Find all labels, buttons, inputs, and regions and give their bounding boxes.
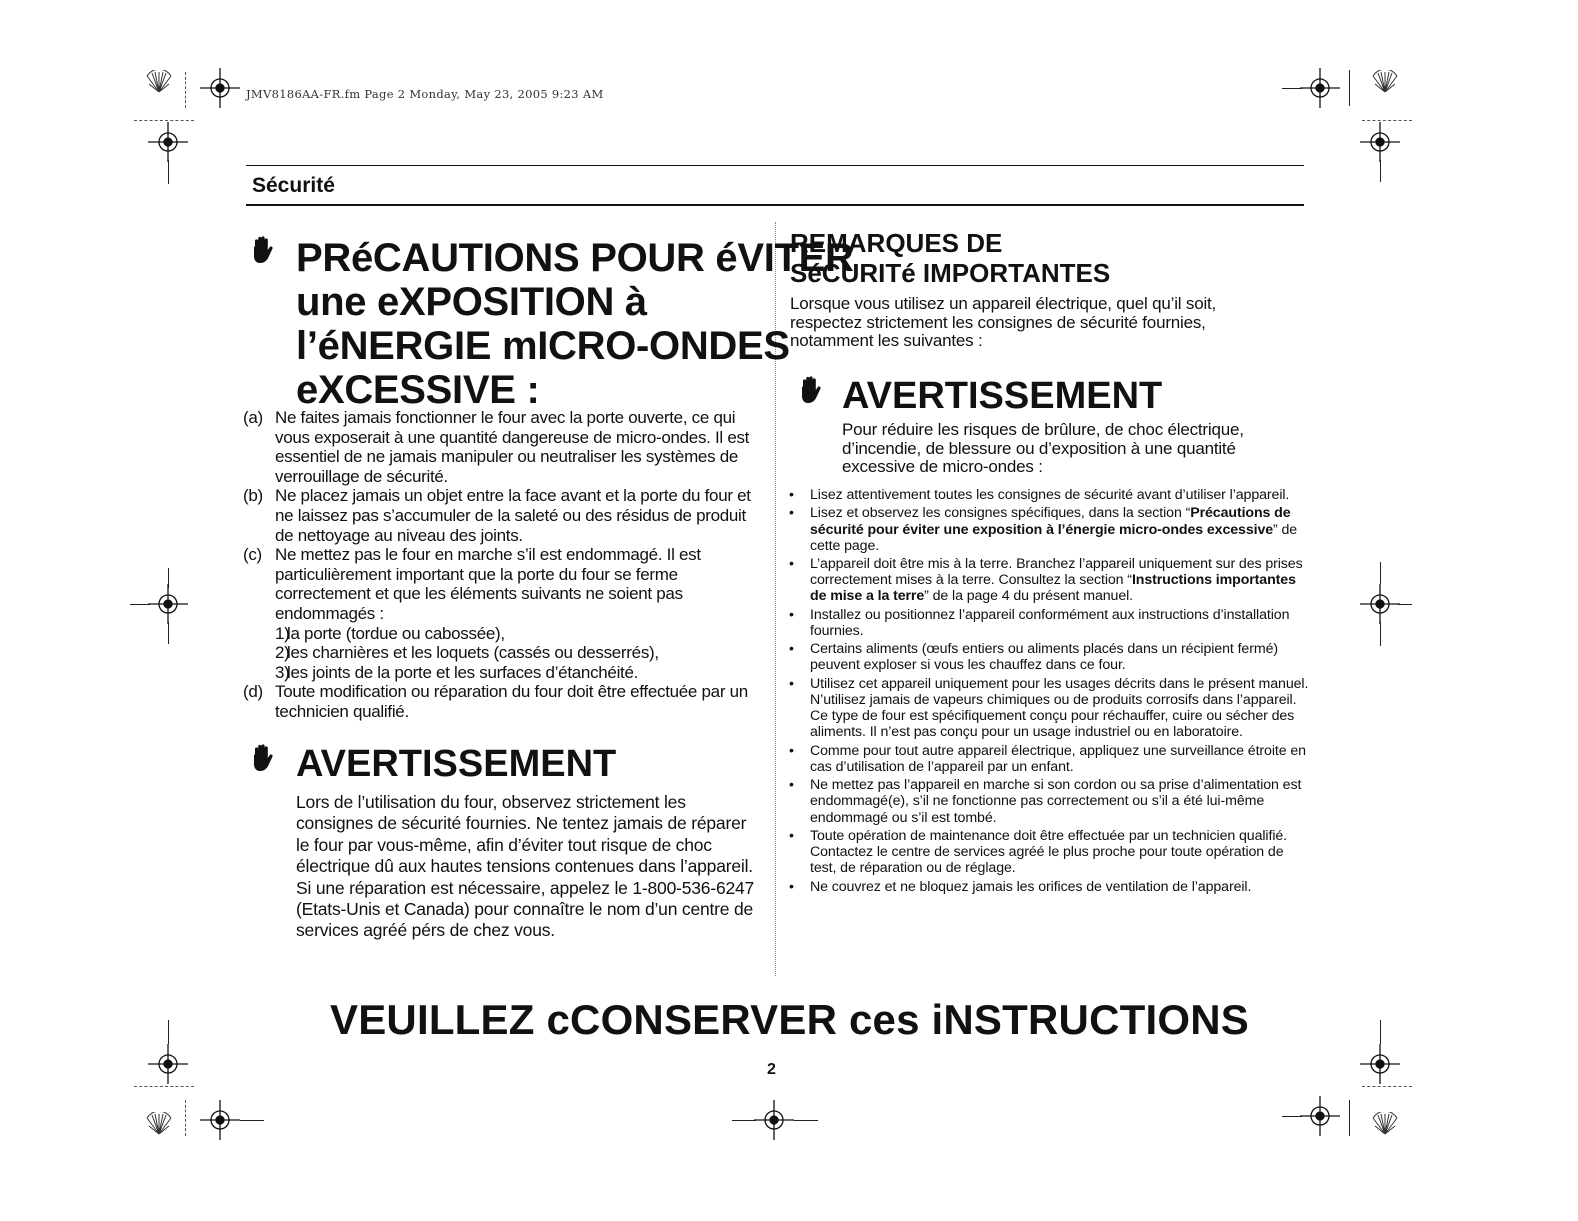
- bullet-item: • Ne couvrez et ne bloquez jamais les orifices de ventilation de l’appareil.: [789, 878, 1252, 895]
- bullet-text: Installez ou positionnez l’appareil conformément aux instructions d’installation fournies.: [810, 606, 1290, 639]
- list-item: [243, 486, 763, 545]
- sub-list-number: 3): [275, 662, 290, 682]
- registration-mark-icon: [1300, 1096, 1340, 1136]
- stop-hand-icon: [250, 743, 274, 773]
- color-rosette-icon: [1370, 1112, 1400, 1136]
- safety-notes-heading-line: SéCURITé IMPORTANTES: [790, 258, 1111, 288]
- list-item-label: (c): [243, 545, 262, 565]
- bullet-text: ” de la page 4 du présent manuel.: [924, 588, 1134, 605]
- safety-intro-text: Lorsque vous utilisez un appareil électrique, quel qu’il soit, respectez strictement les consignes de sécurité fournies, notamment les suivantes :: [790, 294, 1217, 350]
- bullet-item: • Toute opération de maintenance doit être effectuée par un technicien qualifié. Contactez le centre de services agréé le plus proche pour toute opération de test, de réparation ou de réglage.: [789, 827, 1288, 877]
- page-number: 2: [767, 1061, 776, 1078]
- warning-text-right: Pour réduire les risques de brûlure, de choc électrique, d’incendie, de blessure ou d’exposition à une quantité excessive de micro-ondes :: [842, 420, 1244, 476]
- bullet-text: Toute opération de maintenance doit être effectuée par un technicien qualifié. Contactez le centre de services agréé le plus proche pour toute opération de test, de réparation ou de réglage.: [810, 827, 1288, 877]
- registration-mark-icon: [1360, 122, 1400, 162]
- warning-heading-right: AVERTISSEMENT: [842, 375, 1163, 417]
- registration-mark-icon: [148, 1044, 188, 1084]
- bullet-item: • Comme pour tout autre appareil électrique, appliquez une surveillance étroite en cas d’utilisation de l’appareil par un enfant.: [789, 742, 1306, 775]
- bullet-item: • Installez ou positionnez l’appareil conformément aux instructions d’installation fournies.: [789, 606, 1290, 639]
- registration-mark-icon: [1300, 68, 1340, 108]
- list-item: [243, 545, 763, 623]
- registration-mark-icon: [200, 1100, 240, 1140]
- sub-list-text: les charnières et les loquets (cassés ou desserrés),: [287, 643, 659, 663]
- registration-mark-icon: [200, 68, 240, 108]
- color-rosette-icon: [1370, 70, 1400, 94]
- bullet-text: ” de cette page.: [810, 521, 1298, 554]
- sub-list-number: 2): [275, 643, 290, 663]
- sub-list-item: [275, 643, 763, 663]
- registration-mark-icon: [148, 122, 188, 162]
- bullet-item: • Utilisez cet appareil uniquement pour les usages décrits dans le présent manuel. N’utilisez jamais de vapeurs chimiques ou de produits corrosifs dans l’appareil. Ce type de four est spécifiquement conçu pour réchauffer, cuire ou sécher des aliments. Il n’est pas conçu pour un usage industriel ou en laboratoire.: [789, 675, 1309, 741]
- bullet-item: • Certains aliments (œufs entiers ou aliments placés dans un récipient fermé) peuvent exploser si vous les chauffez dans ce four.: [789, 641, 1278, 674]
- footer-heading: VEUILLEZ cCONSERVER ces iNSTRUCTIONS: [330, 996, 1249, 1043]
- section-title: Sécurité: [252, 174, 335, 197]
- sub-list-number: 1): [275, 623, 290, 643]
- bullet-text: Lisez et observez les consignes spécifiques, dans la section “: [810, 505, 1191, 522]
- precautions-heading-line: l’éNERGIE mICRO-ONDES: [296, 324, 790, 368]
- precautions-heading: [296, 236, 854, 412]
- list-item-text: Toute modification ou réparation du four doit être effectuée par un technicien qualifié.: [275, 682, 748, 721]
- safety-notes-heading-line: REMARQUES DE: [790, 228, 1003, 258]
- sub-list-item: [275, 663, 763, 683]
- list-item-text: Ne placez jamais un objet entre la face avant et la porte du four et ne laissez pas s’accumuler de la saleté ou des résidus de produit de nettoyage au niveau des joints.: [275, 486, 751, 545]
- bullet-item: • L’appareil doit être mis à la terre. Branchez l’appareil uniquement sur des prises correctement mises à la terre. Consultez la section “Instructions importantes de mise a la terre” de la page 4 du présent manuel.: [789, 556, 1303, 605]
- sub-list: [243, 624, 763, 683]
- color-rosette-icon: [144, 1112, 174, 1136]
- color-rosette-icon: [144, 70, 174, 94]
- safety-notes-heading: [790, 228, 1110, 288]
- file-stamp: JMV8186AA-FR.fm Page 2 Monday, May 23, 2005 9:23 AM: [246, 87, 604, 101]
- bullet-text: Certains aliments (œufs entiers ou aliments placés dans un récipient fermé) peuvent exploser si vous les chauffez dans ce four.: [810, 641, 1278, 674]
- bullet-text: Utilisez cet appareil uniquement pour les usages décrits dans le présent manuel. N’utilisez jamais de vapeurs chimiques ou de produits corrosifs dans l’appareil. Ce type de four est spécifiquement conçu pour réchauffer, cuire ou sécher des aliments. Il n’est pas conçu pour un usage industriel ou en laboratoire.: [810, 675, 1309, 741]
- bullet-text: Comme pour tout autre appareil électrique, appliquez une surveillance étroite en cas d’utilisation de l’appareil par un enfant.: [810, 742, 1306, 775]
- bullet-bold-text: Précautions de sécurité pour éviter une exposition à l’énergie micro-ondes excessive: [810, 505, 1291, 538]
- bullet-item: • Lisez attentivement toutes les consignes de sécurité avant d’utiliser l’appareil.: [789, 487, 1290, 503]
- list-item-label: (b): [243, 486, 263, 506]
- precautions-heading-line: une eXPOSITION à: [296, 280, 647, 324]
- header-rule-top: [246, 165, 1304, 166]
- bullet-text: Ne couvrez et ne bloquez jamais les orifices de ventilation de l’appareil.: [810, 878, 1252, 895]
- safety-bullet-list: [789, 487, 1309, 897]
- list-item-label: (a): [243, 408, 263, 427]
- registration-mark-icon: [1360, 1044, 1400, 1084]
- registration-mark-icon: [1360, 584, 1400, 624]
- sub-list-item: [275, 624, 763, 644]
- precautions-heading-line: eXCESSIVE :: [296, 368, 540, 412]
- bullet-item: • Ne mettez pas l’appareil en marche si son cordon ou sa prise d’alimentation est endommagé(e), s’il ne fonctionne pas correctement ou s’il a été lui-même endommagé ou s’il est tombé.: [789, 777, 1302, 826]
- registration-mark-icon: [148, 584, 188, 624]
- list-item-text: Ne faites jamais fonctionner le four avec la porte ouverte, ce qui vous exposerait à une quantité dangereuse de micro-ondes. Il est essentiel de ne jamais manipuler ou neutraliser les systèmes de verrouillage de sécurité.: [275, 408, 750, 486]
- list-item: [243, 408, 763, 486]
- header-rule-bottom: [246, 204, 1304, 206]
- warning-text-left: Lors de l’utilisation du four, observez strictement les consignes de sécurité fournies. Ne tentez jamais de réparer le four par vous-même, afin d’éviter tout risque de choc électrique dû aux hautes tensions contenues dans l’appareil. Si une réparation est nécessaire, appelez le 1-800-536-6247 (Etats-Unis et Canada) pour connaître le nom d’un centre de services agréé pérs de chez vous.: [296, 792, 755, 941]
- bullet-text: Lisez attentivement toutes les consignes de sécurité avant d’utiliser l’appareil.: [810, 487, 1290, 503]
- bullet-text: L’appareil doit être mis à la terre. Branchez l’appareil uniquement sur des prises correctement mises à la terre. Consultez la section “: [810, 556, 1303, 589]
- stop-hand-icon: [798, 375, 822, 405]
- bullet-text: Ne mettez pas l’appareil en marche si son cordon ou sa prise d’alimentation est endommagé(e), s’il ne fonctionne pas correctement ou s’il a été lui-même endommagé ou s’il est tombé.: [810, 777, 1302, 826]
- bullet-bold-text: Instructions importantes de mise a la terre: [810, 572, 1296, 605]
- list-item-text: Ne mettez pas le four en marche s’il est endommagé. Il est particulièrement important que la porte du four se ferme correctement et que les éléments suivants ne soient pas endommagés :: [275, 545, 701, 623]
- sub-list-text: la porte (tordue ou cabossée),: [287, 623, 505, 643]
- list-item: [243, 682, 763, 721]
- list-item-label: (d): [243, 682, 263, 702]
- registration-mark-icon: [754, 1100, 794, 1140]
- precautions-list: [243, 408, 763, 722]
- bullet-item: • Lisez et observez les consignes spécifiques, dans la section “Précautions de sécurité pour éviter une exposition à l’énergie micro-ondes excessive” de cette page.: [789, 505, 1298, 554]
- warning-heading-left: AVERTISSEMENT: [296, 743, 617, 785]
- sub-list-text: les joints de la porte et les surfaces d’étanchéité.: [287, 662, 639, 682]
- stop-hand-icon: [250, 235, 274, 265]
- precautions-heading-line: PRéCAUTIONS POUR éVITER: [296, 236, 854, 280]
